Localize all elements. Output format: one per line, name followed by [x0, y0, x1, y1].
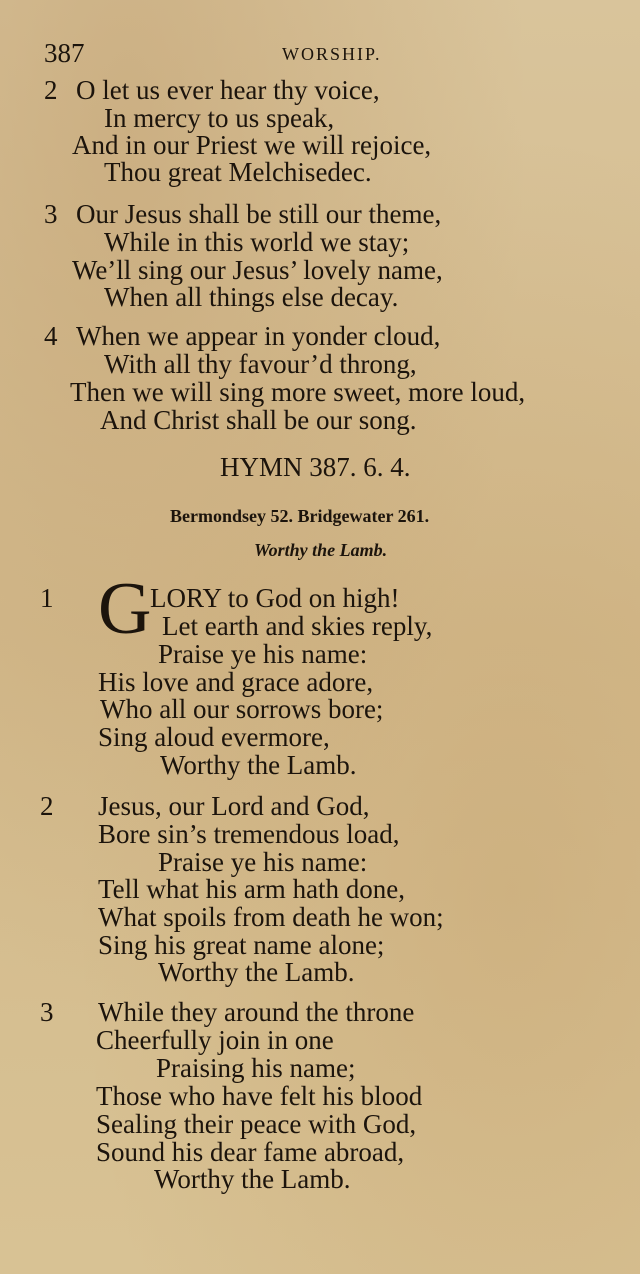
verse-line: Sealing their peace with God,	[96, 1109, 417, 1139]
tune-names: Bermondsey 52. Bridgewater 261.	[170, 506, 430, 526]
hymn-subject: Worthy the Lamb.	[254, 540, 388, 560]
verse-line: Thou great Melchisedec.	[104, 157, 372, 187]
verse-line: In mercy to us speak,	[104, 103, 335, 133]
verse-line: And Christ shall be our song.	[100, 405, 417, 435]
verse-line: Who all our sorrows bore;	[100, 694, 384, 724]
verse-number: 3	[44, 199, 58, 229]
verse-line: Then we will sing more sweet, more loud,	[70, 377, 526, 407]
verse-line: Our Jesus shall be still our theme,	[76, 199, 442, 229]
verse-line: Worthy the Lamb.	[160, 750, 357, 780]
verse-line: And in our Priest we will rejoice,	[72, 130, 432, 160]
verse-line: Praise ye his name:	[158, 847, 368, 877]
verse-line: When we appear in yonder cloud,	[76, 321, 441, 351]
verse-line: Jesus, our Lord and God,	[98, 791, 370, 821]
verse-line: While in this world we stay;	[104, 227, 410, 257]
verse-line: What spoils from death he won;	[98, 902, 444, 932]
drop-cap: G	[98, 568, 152, 650]
verse-line: Praising his name;	[156, 1053, 356, 1083]
hymn-title: HYMN 387. 6. 4.	[220, 452, 411, 482]
verse-line: Sing his great name alone;	[98, 930, 385, 960]
verse-number: 4	[44, 321, 58, 351]
verse-line: His love and grace adore,	[98, 667, 374, 697]
running-head: WORSHIP.	[282, 44, 382, 64]
verse-line: Praise ye his name:	[158, 639, 368, 669]
verse-line: LORY to God on high!	[150, 583, 400, 613]
verse-number: 1	[40, 583, 54, 613]
verse-line: When all things else decay.	[104, 282, 399, 312]
verse-line: Cheerfully join in one	[96, 1025, 334, 1055]
verse-line: With all thy favour’d throng,	[104, 349, 417, 379]
verse-line: While they around the throne	[98, 997, 415, 1027]
verse-line: O let us ever hear thy voice,	[76, 75, 380, 105]
verse-line: Sing aloud evermore,	[98, 722, 330, 752]
verse-number: 2	[40, 791, 54, 821]
page-number: 387	[44, 38, 85, 68]
verse-line: Let earth and skies reply,	[162, 611, 433, 641]
verse-line: Worthy the Lamb.	[154, 1164, 351, 1194]
verse-line: Tell what his arm hath done,	[98, 874, 406, 904]
verse-line: We’ll sing our Jesus’ lovely name,	[72, 255, 443, 285]
page-header	[44, 38, 604, 72]
verse-number: 2	[44, 75, 58, 105]
verse-line: Sound his dear fame abroad,	[96, 1137, 405, 1167]
verse-line: Worthy the Lamb.	[158, 957, 355, 987]
verse-number: 3	[40, 997, 54, 1027]
verse-line: Those who have felt his blood	[96, 1081, 423, 1111]
verse-line: Bore sin’s tremendous load,	[98, 819, 400, 849]
